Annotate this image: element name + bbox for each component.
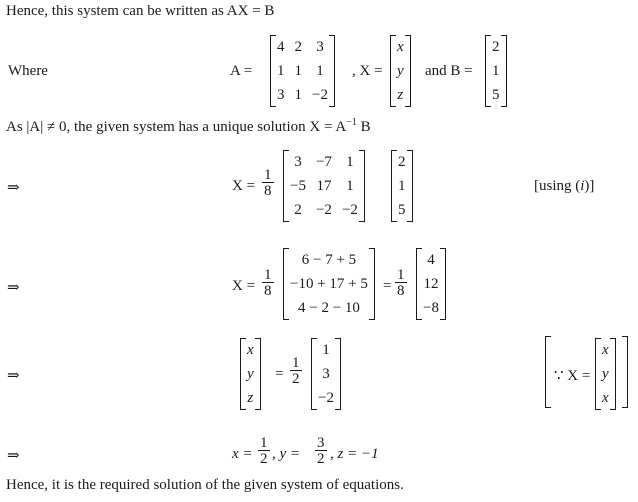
matrix-bracket-left [311,338,317,410]
step4-y-fraction: $\frac{3}{2}$ [317,435,325,467]
matrix-cell: y [602,366,609,382]
matrix-b [487,35,505,107]
matrix-bracket-left [595,338,601,410]
matrix-cell: 3 [316,39,324,55]
matrix-cell: y [397,63,404,79]
matrix-bracket-right [610,338,616,410]
matrix-cell: y [247,366,254,382]
matrix-cell: −7 [315,154,332,170]
matrix-cell: 4 [427,252,435,268]
matrix-cell: 1 [277,63,285,79]
matrix-cell: x [602,390,609,406]
matrix-cell: 4 [277,39,285,55]
step4-x-fraction: $\frac{1}{2}$ [260,435,268,467]
implies-arrow-2: ⇒ [7,280,20,296]
matrix-x [392,35,409,107]
step2-sum-matrix [285,248,373,320]
matrix-cell: z [397,87,404,103]
step1-fraction: $\frac{1}{8}$ [264,167,272,199]
matrix-cell: 2 [294,202,302,218]
step4-x-lhs: x = [232,446,253,462]
matrix-cell: 2 [294,39,302,55]
matrix-bracket-right [329,35,335,107]
matrix-bracket-right [440,248,446,320]
matrix-a [272,35,333,107]
matrix-cell: −8 [423,300,439,316]
implies-arrow-1: ⇒ [7,180,20,196]
where-label: Where [8,63,48,79]
step3-xyz-matrix [242,338,259,410]
matrix-cell: 1 [294,63,302,79]
matrix-cell: 2 [398,154,406,170]
matrix-cell: 5 [398,202,406,218]
matrix-cell: 1 [322,342,330,358]
matrix-bracket-left [283,150,289,222]
matrix-b-label: and B = [425,63,473,79]
because-label: ∵ X = [554,368,591,384]
matrix-cell: −2 [341,202,358,218]
matrix-cell: 4 − 2 − 10 [297,300,360,316]
step2-fraction: $\frac{1}{8}$ [264,267,272,299]
matrix-cell: 17 [316,178,332,194]
matrix-bracket-right [405,35,411,107]
matrix-cell: 1 [346,154,354,170]
step2-equals: = [383,278,392,294]
matrix-bracket-left [240,338,246,410]
matrix-bracket-left [390,35,396,107]
step3-equals: = [275,366,284,382]
matrix-bracket-left [270,35,276,107]
matrix-cell: z [247,390,254,406]
matrix-cell: 1 [398,178,406,194]
matrix-a-label: A = [230,63,253,79]
matrix-bracket-right [501,35,507,107]
matrix-cell: −2 [312,87,328,103]
matrix-cell: −5 [290,178,306,194]
matrix-cell: −2 [318,390,334,406]
conclusion-text: Hence, it is the required solution of the given system of equations. [6,477,404,493]
matrix-cell: 2 [492,39,500,55]
matrix-cell: 12 [423,276,439,292]
unique-solution-text: As |A| ≠ 0, the given system has a unique solution $X = A^{-1}$ B [6,117,371,135]
matrix-cell: 1 [492,63,500,79]
step1-adjoint-matrix [285,150,363,222]
step3-fraction: $\frac{1}{2}$ [292,355,300,387]
step1-lhs: X = [232,178,256,194]
intro-text: Hence, this system can be written as AX = B [6,3,275,19]
matrix-cell: 6 − 7 + 5 [301,252,357,268]
because-bracket-left [545,336,551,408]
matrix-bracket-left [283,248,289,320]
matrix-bracket-right [335,338,341,410]
matrix-bracket-left [485,35,491,107]
matrix-bracket-right [369,248,375,320]
step2-fraction-2: $\frac{1}{8}$ [397,267,405,299]
matrix-bracket-right [255,338,261,410]
step4-z-part: , z = −1 [330,446,379,462]
because-bracket-right [622,336,628,408]
matrix-cell: 3 [322,366,330,382]
implies-arrow-3: ⇒ [7,368,20,384]
step1-note: [using (i)] [534,178,595,194]
matrix-cell: 3 [294,154,302,170]
matrix-cell: 5 [492,87,500,103]
matrix-cell: −2 [315,202,332,218]
matrix-cell: 1 [316,63,324,79]
matrix-cell: x [602,342,609,358]
matrix-bracket-right [359,150,365,222]
step1-b-matrix [393,150,411,222]
matrix-cell: 3 [277,87,285,103]
step4-y-lhs: , y = [272,446,301,462]
step2-lhs: X = [232,278,256,294]
matrix-cell: 1 [294,87,302,103]
matrix-cell: 1 [346,178,354,194]
matrix-cell: −10 + 17 + 5 [290,276,368,292]
matrix-cell: x [397,39,404,55]
matrix-bracket-right [407,150,413,222]
matrix-x-label: , X = [352,63,383,79]
step3-result-matrix [313,338,339,410]
matrix-bracket-left [391,150,397,222]
matrix-bracket-left [416,248,422,320]
implies-arrow-4: ⇒ [7,448,20,464]
matrix-cell: x [247,342,254,358]
step2-result-matrix [418,248,444,320]
because-matrix [597,338,614,410]
